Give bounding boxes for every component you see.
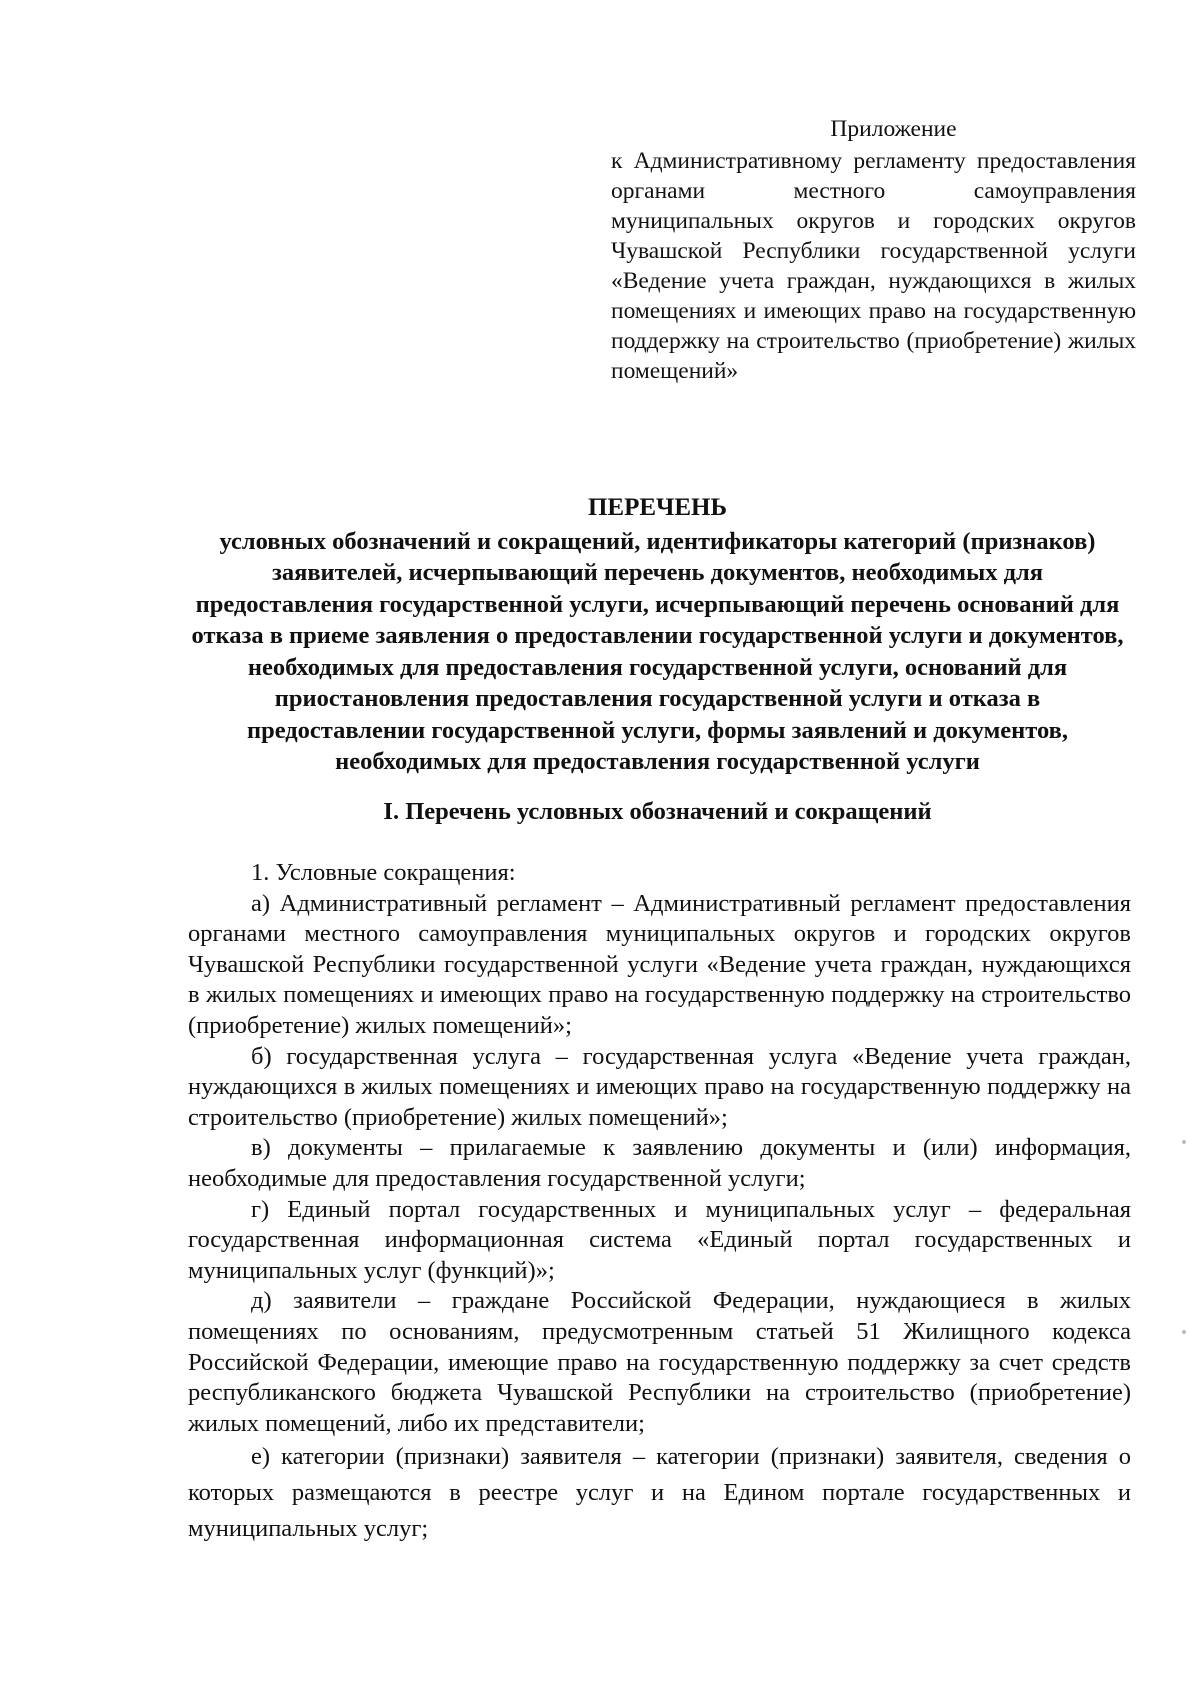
section-body [188, 858, 1131, 1547]
paragraph-item-b: б) государственная услуга – государственная услуга «Ведение учета граждан, нуждающихся в жилых помещениях и имеющих право на государственную поддержку на строительство (приобретение) жилых помещений»; [188, 1042, 1131, 1131]
document-subtitle: условных обозначений и сокращений, идентификаторы категорий (признаков) заявителей, исчерпывающий перечень документов, необходимых для предоставления государственной услуги, исчерпывающий перечень оснований для отказа в приеме заявления о предоставлении государственной услуги и документов, необходимых для предоставления государственной услуги, оснований для приостановления предоставления государственной услуги и отказа в предоставлении государственной услуги, формы заявлений и документов, необходимых для предоставления государственной услуги [191, 527, 1124, 775]
paragraph-item-d: д) заявители – граждане Российской Федерации, нуждающиеся в жилых помещениях по основаниям, предусмотренным статьей 51 Жилищного кодекса Российской Федерации, имеющие право на государственную поддержку за счет средств республиканского бюджета Чувашской Республики на строительство (приобретение) жилых помещений, либо их представители; [188, 1287, 1131, 1437]
paragraph-item-v: в) документы – прилагаемые к заявлению документы и (или) информация, необходимые для предоставления государственной услуги; [188, 1134, 1131, 1192]
paragraph-item-a: а) Административный регламент – Административный регламент предоставления органами местного самоуправления муниципальных округов и городских округов Чувашской Республики государственной услуги «Ведение учета граждан, нуждающихся в жилых помещениях и имеющих право на государственную поддержку на строительство (приобретение) жилых помещений»; [188, 889, 1131, 1039]
paragraph-item-e: е) категории (признаки) заявителя – категории (признаки) заявителя, сведения о которых размещаются в реестре услуг и на Едином портале государственных и муниципальных услуг; [188, 1443, 1131, 1543]
scan-speck [1182, 1330, 1186, 1334]
appendix-body: к Административному регламенту предоставления органами местного самоуправления муниципальных округов и городских округов Чувашской Республики государственной услуги «Ведение учета граждан, нуждающихся в жилых помещениях и имеющих право на государственную поддержку на строительство (приобретение) жилых помещений» [611, 148, 1136, 384]
document-title: ПЕРЕЧЕНЬ [587, 494, 728, 521]
scan-speck [1182, 1140, 1186, 1144]
paragraph-item-g: г) Единый портал государственных и муниципальных услуг – федеральная государственная информационная система «Единый портал государственных и муниципальных услуг (функций)»; [188, 1195, 1131, 1284]
section-heading: I. Перечень условных обозначений и сокращений [383, 798, 932, 825]
document-title-block [185, 492, 1130, 778]
appendix-block [611, 114, 1136, 386]
appendix-title: Приложение [830, 116, 957, 142]
paragraph-abbreviations-intro: 1. Условные сокращения: [251, 859, 516, 886]
